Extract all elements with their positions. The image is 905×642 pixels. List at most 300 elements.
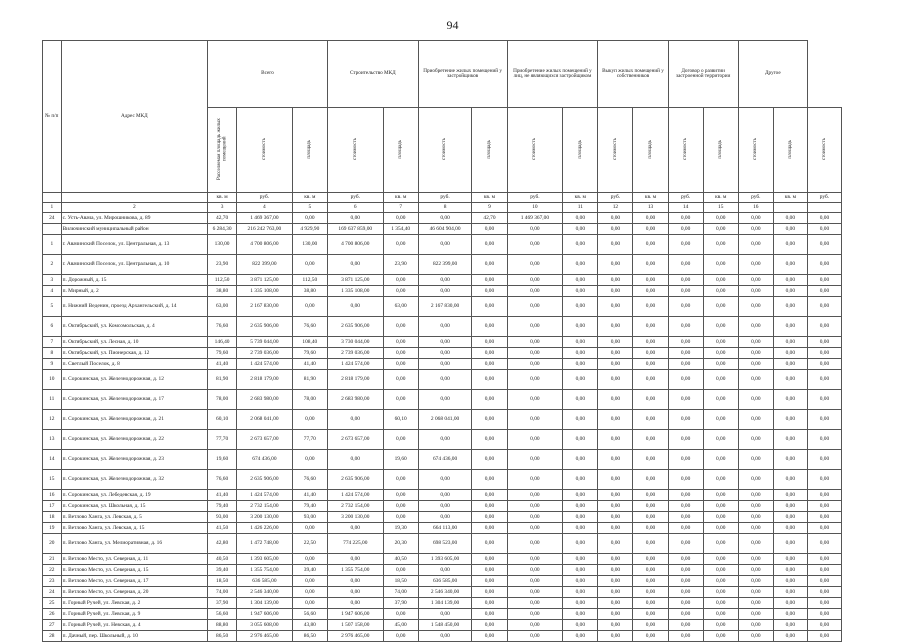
row-value: 0,00 [507,359,563,370]
table-row [43,470,842,490]
row-value: 0,00 [773,470,807,490]
table-row [43,609,842,620]
row-address: п. Ветлово Место, ул. Северная, д. 20 [61,587,208,598]
row-value: 2 673 657,00 [327,430,383,450]
row-value: 0,00 [703,286,738,297]
row-value: 0,00 [598,255,633,275]
row-value: 2 739 036,00 [327,348,383,359]
row-value: 0,00 [563,275,598,286]
row-value: 0,00 [327,255,383,275]
row-value: 0,00 [418,317,472,337]
row-value: 0,00 [668,235,703,255]
row-value: 0,00 [598,213,633,224]
unit-cell: кв. м [472,193,507,203]
row-value: 0,00 [563,523,598,534]
row-value: 0,00 [773,348,807,359]
column-number-cell: 16 [738,203,773,213]
row-value: 0,00 [668,297,703,317]
row-value: 0,00 [563,554,598,565]
row-value: 0,00 [703,297,738,317]
row-number: 1 [43,235,62,255]
row-value: 0,00 [383,370,418,390]
row-value: 0,00 [418,370,472,390]
row-value: 0,00 [598,523,633,534]
row-value: 42,70 [472,213,507,224]
table-row [43,512,842,523]
row-number: 12 [43,410,62,430]
row-value: 39,40 [292,565,327,576]
row-value: 130,00 [292,235,327,255]
row-value: 1 424 574,00 [327,359,383,370]
header-subcolumn [807,108,841,193]
row-value: 0,00 [383,390,418,410]
row-address: с. Усть-Авача, ул. Мирошникова, д. 89 [61,213,208,224]
table-row [43,620,842,631]
row-value: 146,40 [208,337,237,348]
row-value: 0,00 [327,450,383,470]
row-value: 0,00 [668,501,703,512]
table-row [43,534,842,554]
row-value: 0,00 [738,609,773,620]
row-value: 0,00 [418,359,472,370]
row-address: п. Октябрьский, ул. Пионерская, д. 12 [61,348,208,359]
row-value: 0,00 [327,297,383,317]
row-value: 0,00 [418,501,472,512]
row-value: 0,00 [563,587,598,598]
row-value: 0,00 [563,501,598,512]
row-value: 0,00 [807,410,841,430]
row-value: 63,00 [383,297,418,317]
row-value: 0,00 [738,337,773,348]
row-value: 0,00 [472,523,507,534]
row-value: 0,00 [472,620,507,631]
row-value: 0,00 [633,565,668,576]
row-value: 0,00 [738,255,773,275]
row-address: п. Ветлово Место, ул. Северная, д. 11 [61,554,208,565]
row-value: 1 548 450,00 [418,620,472,631]
table-row [43,213,842,224]
row-value: 0,00 [292,598,327,609]
row-value: 19,60 [208,450,237,470]
row-value: 0,00 [738,587,773,598]
unit-cell: кв. м [292,193,327,203]
row-value: 0,00 [703,620,738,631]
row-value: 0,00 [773,370,807,390]
row-value: 20,30 [383,534,418,554]
row-value: 0,00 [633,631,668,642]
row-value: 0,00 [807,370,841,390]
row-value: 0,00 [507,255,563,275]
row-value: 0,00 [472,501,507,512]
row-number: 19 [43,523,62,534]
column-number-cell [773,203,807,213]
row-number: 25 [43,598,62,609]
unit-cell: руб. [327,193,383,203]
row-value: 0,00 [738,631,773,642]
row-value: 0,00 [383,430,418,450]
row-value: 0,00 [703,450,738,470]
row-value: 0,00 [472,631,507,642]
header-subcolumn [383,108,418,193]
row-value: 22,50 [292,534,327,554]
header-subcolumn [703,108,738,193]
row-value: 0,00 [807,534,841,554]
row-value: 0,00 [703,235,738,255]
row-value: 81,90 [292,370,327,390]
row-value: 1 507 158,00 [327,620,383,631]
row-value: 0,00 [773,359,807,370]
header-group: Другое [738,41,807,108]
row-value: 0,00 [563,565,598,576]
row-value: 0,00 [668,255,703,275]
row-value: 1 355 754,00 [327,565,383,576]
row-value: 1 304 139,00 [418,598,472,609]
row-value: 0,00 [418,631,472,642]
row-value: 0,00 [292,450,327,470]
row-value: 0,00 [563,512,598,523]
unit-cell: руб. [507,193,563,203]
header-subcolumn [563,108,598,193]
row-value: 0,00 [738,390,773,410]
header-group: Всего [208,41,328,108]
table-row [43,317,842,337]
row-value: 0,00 [738,620,773,631]
row-value: 19,60 [383,450,418,470]
table-row [43,275,842,286]
row-value: 19,30 [383,523,418,534]
row-value: 0,00 [507,430,563,450]
table-row [43,348,842,359]
row-value: 42,80 [208,534,237,554]
row-value: 43,80 [292,620,327,631]
row-value: 0,00 [563,317,598,337]
row-number: 20 [43,534,62,554]
row-value: 0,00 [563,430,598,450]
row-value: 0,00 [507,554,563,565]
header-subcolumn [472,108,507,193]
row-number: 27 [43,620,62,631]
row-value: 0,00 [773,317,807,337]
row-value: 0,00 [633,286,668,297]
row-value: 0,00 [472,554,507,565]
row-value: 0,00 [472,490,507,501]
row-value: 0,00 [598,554,633,565]
row-value: 0,00 [668,598,703,609]
row-value: 1 469 367,00 [507,213,563,224]
row-value: 0,00 [773,565,807,576]
table-row [43,359,842,370]
row-value: 0,00 [807,490,841,501]
row-value: 0,00 [507,631,563,642]
row-value: 0,00 [738,523,773,534]
row-value: 0,00 [507,224,563,235]
row-value: 0,00 [418,337,472,348]
row-value: 0,00 [383,501,418,512]
row-value: 0,00 [507,490,563,501]
row-value: 0,00 [773,576,807,587]
row-value: 0,00 [703,224,738,235]
row-value: 0,00 [563,620,598,631]
row-value: 0,00 [807,523,841,534]
row-value: 0,00 [668,512,703,523]
unit-cell: кв. м [633,193,668,203]
row-value: 0,00 [507,297,563,317]
row-value: 0,00 [563,609,598,620]
row-value: 0,00 [563,370,598,390]
row-value: 86,50 [208,631,237,642]
row-value: 0,00 [668,286,703,297]
unit-cell: кв. м [563,193,598,203]
row-value: 0,00 [563,450,598,470]
row-value: 0,00 [507,598,563,609]
row-address: Вилючинский муниципальный район [61,224,208,235]
row-value: 0,00 [738,235,773,255]
row-value: 0,00 [738,501,773,512]
row-value: 0,00 [633,598,668,609]
header-group: Приобретение жилых помещений у застройщиков [418,41,507,108]
row-value: 1 393 605,00 [237,554,293,565]
row-number: 24 [43,213,62,224]
row-value: 41,40 [292,359,327,370]
row-value: 1 426 226,00 [237,523,293,534]
row-value: 0,00 [383,565,418,576]
header-subcolumn-label: площадь [718,139,724,159]
row-value: 0,00 [773,430,807,450]
row-value: 0,00 [507,410,563,430]
row-value: 1 424 574,00 [237,359,293,370]
row-value: 0,00 [472,359,507,370]
row-value: 0,00 [773,512,807,523]
row-value: 0,00 [807,213,841,224]
row-value: 0,00 [633,213,668,224]
row-value: 0,00 [668,410,703,430]
row-value: 698 523,00 [418,534,472,554]
row-value: 0,00 [563,359,598,370]
row-value: 0,00 [383,490,418,501]
column-number-cell: 1 [43,203,62,213]
row-value: 37,90 [383,598,418,609]
row-value: 1 947 606,00 [237,609,293,620]
row-value: 0,00 [773,620,807,631]
row-value: 2 818 179,00 [327,370,383,390]
row-value: 0,00 [507,576,563,587]
row-value: 0,00 [507,390,563,410]
row-value: 0,00 [472,512,507,523]
row-address: п. Мирный, д. 2 [61,286,208,297]
row-value: 0,00 [668,631,703,642]
row-value: 0,00 [563,297,598,317]
row-value: 0,00 [633,620,668,631]
row-value: 0,00 [472,410,507,430]
row-value: 0,00 [703,490,738,501]
row-value: 0,00 [598,317,633,337]
table-row [43,490,842,501]
row-value: 0,00 [773,410,807,430]
row-value: 0,00 [472,576,507,587]
row-value: 0,00 [807,620,841,631]
row-value: 0,00 [418,213,472,224]
row-value: 1 304 139,00 [237,598,293,609]
row-value: 0,00 [703,255,738,275]
row-value: 0,00 [598,430,633,450]
row-value: 0,00 [633,224,668,235]
table-row [43,450,842,470]
row-value: 0,00 [668,213,703,224]
row-value: 0,00 [807,348,841,359]
row-value: 0,00 [773,275,807,286]
row-value: 0,00 [668,348,703,359]
row-value: 79,40 [292,501,327,512]
row-value: 0,00 [703,337,738,348]
row-value: 0,00 [327,598,383,609]
header-subcolumn-label: площадь [577,139,583,159]
row-value: 0,00 [668,609,703,620]
row-value: 0,00 [807,297,841,317]
row-value: 0,00 [472,390,507,410]
row-value: 0,00 [738,470,773,490]
row-value: 0,00 [738,224,773,235]
row-value: 0,00 [472,348,507,359]
row-value: 0,00 [383,631,418,642]
row-address: г. Авачинский Поселок, ул. Центральная, д. 13 [61,235,208,255]
row-value: 0,00 [598,337,633,348]
row-value: 0,00 [383,609,418,620]
row-value: 112,50 [292,275,327,286]
table-row [43,523,842,534]
row-value: 93,00 [292,512,327,523]
row-value: 0,00 [807,631,841,642]
row-value: 18,50 [208,576,237,587]
row-number: 13 [43,430,62,450]
header-subcolumn [327,108,383,193]
row-value: 0,00 [507,587,563,598]
row-value: 0,00 [807,565,841,576]
row-number: 18 [43,512,62,523]
row-address: п. Ветлово Ханга, ул. Мелиоративная, д. 16 [61,534,208,554]
row-value: 0,00 [738,348,773,359]
row-address: п. Ветлово Место, ул. Северная, д. 17 [61,576,208,587]
row-value: 216 242 763,00 [237,224,293,235]
row-number: 4 [43,286,62,297]
row-value: 0,00 [703,576,738,587]
row-address: п. Нижний Веденин, проезд Архангельский, д. 14 [61,297,208,317]
row-value: 0,00 [633,534,668,554]
row-value: 0,00 [598,620,633,631]
row-value: 1 335 108,00 [327,286,383,297]
row-value: 93,00 [208,512,237,523]
row-value: 0,00 [633,348,668,359]
row-value: 0,00 [773,450,807,470]
row-value: 0,00 [703,370,738,390]
header-subcolumn-label: площадь [307,139,313,159]
row-value: 0,00 [507,235,563,255]
row-value: 0,00 [507,512,563,523]
row-value: 0,00 [598,534,633,554]
row-value: 0,00 [773,286,807,297]
row-value: 822 399,00 [418,255,472,275]
row-value: 0,00 [738,410,773,430]
row-value: 56,60 [208,609,237,620]
row-address: п. Октябрьский, ул. Лесная, д. 10 [61,337,208,348]
row-value: 0,00 [563,490,598,501]
row-value: 0,00 [633,390,668,410]
row-value: 0,00 [633,235,668,255]
row-value: 0,00 [807,501,841,512]
row-value: 0,00 [472,470,507,490]
row-value: 0,00 [598,286,633,297]
row-value: 0,00 [633,490,668,501]
row-number: 9 [43,359,62,370]
row-value: 636 585,00 [418,576,472,587]
row-value: 0,00 [472,370,507,390]
row-value: 0,00 [773,631,807,642]
row-value: 0,00 [703,390,738,410]
row-value: 0,00 [807,430,841,450]
row-value: 5 739 044,00 [237,337,293,348]
row-number: 3 [43,275,62,286]
row-value: 0,00 [598,410,633,430]
column-number-cell: 11 [563,203,598,213]
row-value: 0,00 [383,512,418,523]
row-value: 79,60 [292,348,327,359]
row-value: 0,00 [807,576,841,587]
row-value: 0,00 [738,213,773,224]
row-value: 0,00 [738,275,773,286]
row-value: 41,40 [208,359,237,370]
row-value: 0,00 [738,359,773,370]
row-value: 3 871 125,00 [237,275,293,286]
row-value: 86,50 [292,631,327,642]
row-value: 0,00 [598,501,633,512]
row-value: 0,00 [738,512,773,523]
column-number-cell: 8 [418,203,472,213]
row-value: 1 355 754,00 [237,565,293,576]
row-value: 2 167 830,00 [237,297,293,317]
row-value: 664 113,00 [418,523,472,534]
row-value: 2 635 906,00 [237,470,293,490]
row-value: 76,60 [208,470,237,490]
header-subcolumn [237,108,293,193]
row-value: 0,00 [472,275,507,286]
unit-cell: кв. м [703,193,738,203]
row-address: п. Ветлово Ханга, ул. Левская, д. 15 [61,523,208,534]
row-value: 0,00 [292,297,327,317]
row-value: 0,00 [633,275,668,286]
row-value: 0,00 [472,317,507,337]
header-subcolumn-label: стоимость [821,138,827,160]
row-value: 0,00 [472,337,507,348]
row-value: 0,00 [507,620,563,631]
row-value: 0,00 [703,275,738,286]
row-value: 0,00 [668,275,703,286]
row-value: 0,00 [598,565,633,576]
row-value: 42,70 [208,213,237,224]
row-value: 0,00 [807,275,841,286]
row-value: 0,00 [703,359,738,370]
row-address: п. Дачный, пер. Школьный, д. 10 [61,631,208,642]
unit-cell: руб. [418,193,472,203]
row-value: 0,00 [598,275,633,286]
row-value: 0,00 [418,235,472,255]
header-subcolumn [208,108,237,193]
row-value: 0,00 [563,255,598,275]
header-subcolumn-label: стоимость [442,138,448,160]
row-value: 2 167 830,00 [418,297,472,317]
row-value: 0,00 [738,450,773,470]
column-number-cell: 12 [598,203,633,213]
row-value: 0,00 [807,235,841,255]
row-value: 0,00 [472,587,507,598]
